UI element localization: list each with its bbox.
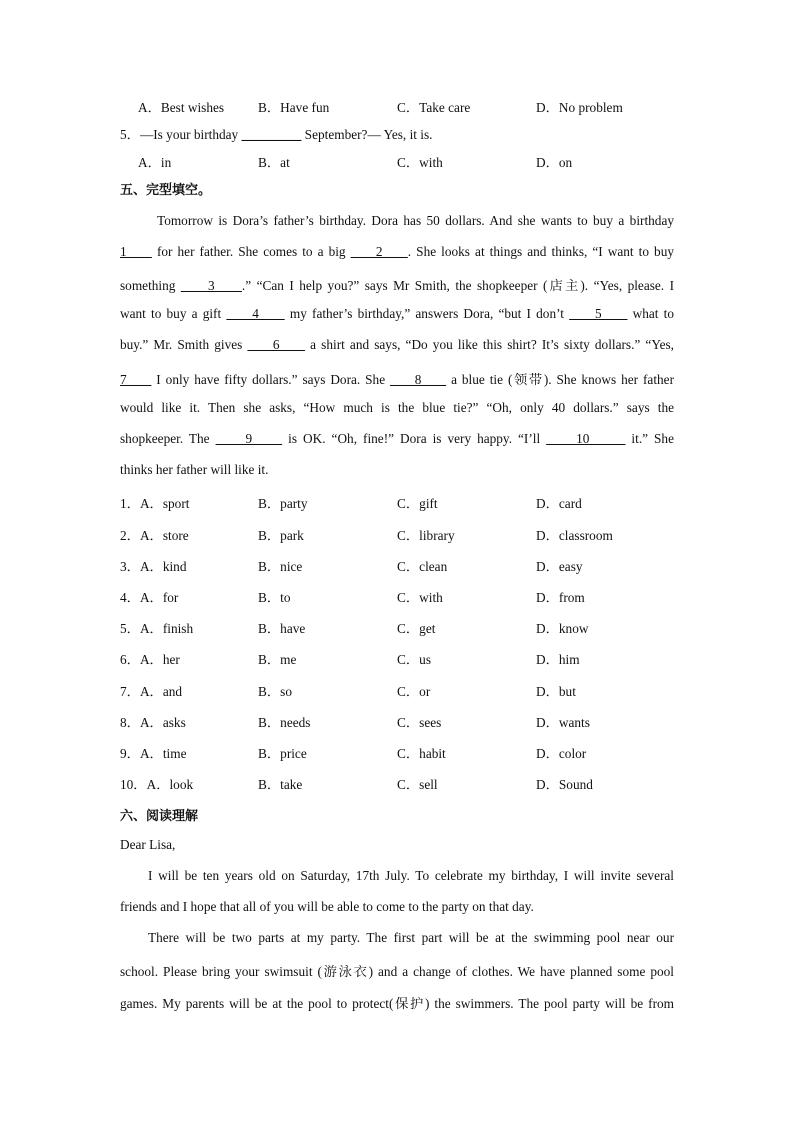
passage-line-2: 1 for her father. She comes to a big 2 . She looks at things and thinks, “I want to buy: [120, 244, 674, 259]
question-option-c: C．sees: [397, 715, 442, 730]
reading-line-4: school. Please bring your swimsuit (游泳衣) and a change of clothes. We have planned some pool: [120, 964, 674, 979]
q5-text-post: September?— Yes, it is.: [301, 127, 433, 142]
q4-option-d: D．No problem: [536, 100, 623, 115]
question-option-d: D．card: [536, 496, 582, 511]
q5-text-pre: 5．—Is your birthday: [120, 127, 242, 142]
question-option-c: C．habit: [397, 746, 446, 761]
q5-option-c: C．with: [397, 155, 443, 170]
passage-line-6: 7 I only have fifty dollars.” says Dora. She 8 a blue tie (领带). She knows her father: [120, 372, 675, 387]
question-option-c: C．with: [397, 590, 443, 605]
question-option-b: B．take: [258, 777, 303, 792]
question-option-d: D．know: [536, 621, 589, 636]
question-option-c: C．or: [397, 684, 431, 699]
question-option-d: D．Sound: [536, 777, 593, 792]
reading-line-1: I will be ten years old on Saturday, 17th July. To celebrate my birthday, I will invite several: [148, 868, 674, 883]
question-option-a: 8．A．asks: [120, 715, 186, 730]
question-option-d: D．color: [536, 746, 587, 761]
question-option-a: 5．A．finish: [120, 621, 194, 636]
reading-line-2: friends and I hope that all of you will be able to come to the party on that day.: [120, 899, 534, 914]
question-option-a: 10．A．look: [120, 777, 194, 792]
passage-line-8: shopkeeper. The 9 is OK. “Oh, fine!” Dora is very happy. “I’ll 10 it.” She: [120, 431, 674, 446]
question-option-c: C．gift: [397, 496, 438, 511]
section5-title: 五、完型填空。: [120, 183, 212, 198]
passage-line-9: thinks her father will like it.: [120, 462, 269, 477]
q5-option-b: B．at: [258, 155, 290, 170]
passage-line-5: buy.” Mr. Smith gives 6 a shirt and says, “Do you like this shirt? It’s sixty dollars.” “Yes,: [120, 337, 674, 352]
question-option-a: 4．A．for: [120, 590, 179, 605]
question-option-b: B．to: [258, 590, 291, 605]
question-option-b: B．price: [258, 746, 307, 761]
question-option-d: D．him: [536, 652, 580, 667]
question-option-d: D．from: [536, 590, 585, 605]
question-option-c: C．get: [397, 621, 436, 636]
letter-greeting: Dear Lisa,: [120, 837, 176, 852]
section6-title: 六、阅读理解: [120, 809, 199, 824]
question-option-a: 2．A．store: [120, 528, 189, 543]
q5-question: [120, 124, 432, 143]
question-option-a: 3．A．kind: [120, 559, 187, 574]
question-option-d: D．but: [536, 684, 576, 699]
question-option-b: B．so: [258, 684, 292, 699]
question-option-b: B．park: [258, 528, 304, 543]
question-option-d: D．classroom: [536, 528, 613, 543]
question-option-c: C．library: [397, 528, 455, 543]
q4-option-c: C．Take care: [397, 100, 471, 115]
reading-line-3: There will be two parts at my party. The first part will be at the swimming pool near our: [148, 930, 674, 945]
question-option-c: C．sell: [397, 777, 438, 792]
question-option-b: B．me: [258, 652, 297, 667]
question-option-b: B．have: [258, 621, 306, 636]
question-option-c: C．clean: [397, 559, 448, 574]
question-option-d: D．wants: [536, 715, 590, 730]
question-option-a: 7．A．and: [120, 684, 183, 699]
question-option-b: B．nice: [258, 559, 303, 574]
question-option-c: C．us: [397, 652, 431, 667]
q5-blank: _________: [241, 127, 302, 142]
q5-option-a: A．in: [138, 155, 172, 170]
passage-line-4: want to buy a gift 4 my father’s birthday,” answers Dora, “but I don’t 5 what to: [120, 306, 675, 321]
q5-option-d: D．on: [536, 155, 573, 170]
question-option-a: 9．A．time: [120, 746, 187, 761]
question-option-b: B．party: [258, 496, 308, 511]
reading-line-5: games. My parents will be at the pool to protect(保护) the swimmers. The pool party will be from: [120, 996, 674, 1011]
passage-line-7: would like it. Then she asks, “How much is the blue tie?” “Oh, only 40 dollars.” says the: [120, 400, 674, 415]
passage-line-1: Tomorrow is Dora’s father’s birthday. Dora has 50 dollars. And she wants to buy a birthday: [157, 213, 674, 228]
question-option-d: D．easy: [536, 559, 583, 574]
q4-option-a: A．Best wishes: [138, 100, 225, 115]
question-option-a: 6．A．her: [120, 652, 180, 667]
question-option-b: B．needs: [258, 715, 311, 730]
q4-option-b: B．Have fun: [258, 100, 330, 115]
question-option-a: 1．A．sport: [120, 496, 190, 511]
passage-line-3: something 3 .” “Can I help you?” says Mr Smith, the shopkeeper (店主). “Yes, please. I: [120, 278, 675, 293]
